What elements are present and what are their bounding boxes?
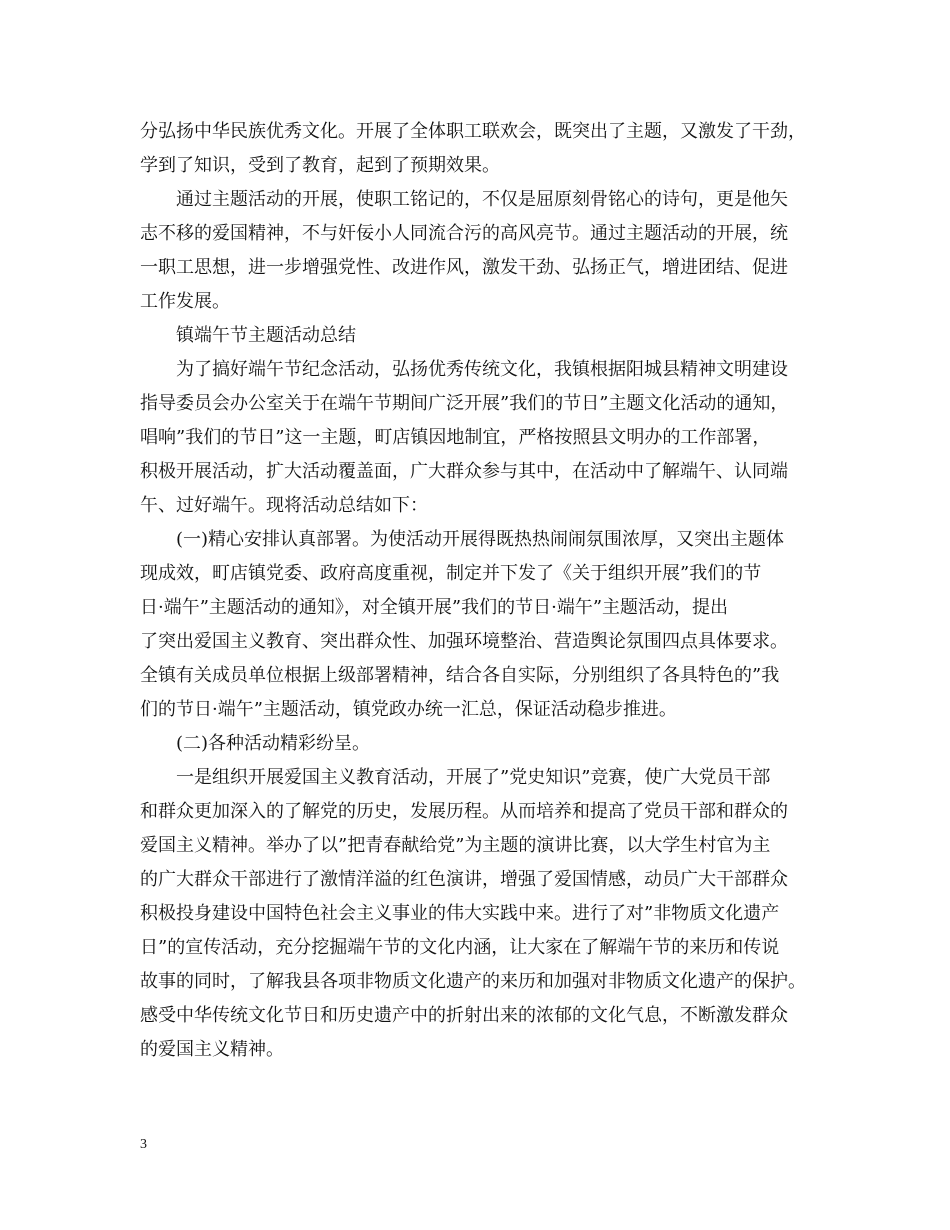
body-line: 唱响”我们的节日”这一主题，町店镇因地制宜，严格按照县文明办的工作部署， (140, 427, 771, 448)
body-line: 工作发展。 (140, 291, 230, 312)
body-line: 志不移的爱国精神，不与奸佞小人同流合污的高风亮节。通过主题活动的开展，统 (140, 223, 788, 244)
body-line: 日”的宣传活动，充分挖掘端午节的文化内涵，让大家在了解端午节的来历和传说 (140, 937, 780, 958)
body-line: 故事的同时，了解我县各项非物质文化遗产的来历和加强对非物质文化遗产的保护。 (140, 971, 806, 992)
paragraph-first-line: (一)精心安排认真部署。为使活动开展得既热热闹闹氛围浓厚，又突出主题体 (176, 529, 785, 550)
body-line: 们的节日·端午”主题活动，镇党政办统一汇总，保证活动稳步推进。 (140, 699, 677, 720)
paragraph-first-line: (二)各种活动精彩纷呈。 (176, 733, 371, 754)
body-line: 指导委员会办公室关于在端午节期间广泛开展”我们的节日”主题文化活动的通知， (140, 393, 789, 414)
body-line: 爱国主义精神。举办了以”把青春献给党”为主题的演讲比赛，以大学生村官为主 (140, 835, 771, 856)
body-line: 学到了知识，受到了教育，起到了预期效果。 (140, 155, 500, 176)
body-line: 午、过好端午。现将活动总结如下： (140, 495, 428, 516)
body-line: 积极投身建设中国特色社会主义事业的伟大实践中来。进行了对”非物质文化遗产 (140, 903, 780, 924)
body-line: 感受中华传统文化节日和历史遗产中的折射出来的浓郁的文化气息，不断激发群众 (140, 1005, 788, 1026)
body-line: 积极开展活动，扩大活动覆盖面，广大群众参与其中，在活动中了解端午、认同端 (140, 461, 788, 482)
body-line: 的广大群众干部进行了激情洋溢的红色演讲，增强了爱国情感，动员广大干部群众 (140, 869, 788, 890)
body-line: 的爱国主义精神。 (140, 1039, 284, 1060)
body-line: 全镇有关成员单位根据上级部署精神，结合各自实际，分别组织了各具特色的”我 (140, 665, 780, 686)
body-line: 了突出爱国主义教育、突出群众性、加强环境整治、营造舆论氛围四点具体要求。 (140, 631, 788, 652)
body-line: 和群众更加深入的了解党的历史，发展历程。从而培养和提高了党员干部和群众的 (140, 801, 788, 822)
page-number: 3 (140, 1137, 147, 1152)
paragraph-first-line: 为了搞好端午节纪念活动，弘扬优秀传统文化，我镇根据阳城县精神文明建设 (176, 359, 788, 380)
body-line: 日·端午”主题活动的通知》，对全镇开展”我们的节日·端午”主题活动，提出 (140, 597, 729, 618)
section-title: 镇端午节主题活动总结 (176, 325, 356, 346)
paragraph-first-line: 通过主题活动的开展，使职工铭记的，不仅是屈原刻骨铭心的诗句，更是他矢 (176, 189, 788, 210)
paragraph-first-line: 一是组织开展爱国主义教育活动，开展了”党史知识”竞赛，使广大党员干部 (176, 767, 771, 788)
body-line: 一职工思想，进一步增强党性、改进作风，激发干劲、弘扬正气，增进团结、促进 (140, 257, 788, 278)
body-line: 现成效，町店镇党委、政府高度重视，制定并下发了《关于组织开展”我们的节 (140, 563, 762, 584)
body-line: 分弘扬中华民族优秀文化。开展了全体职工联欢会，既突出了主题，又激发了干劲， (140, 121, 806, 142)
